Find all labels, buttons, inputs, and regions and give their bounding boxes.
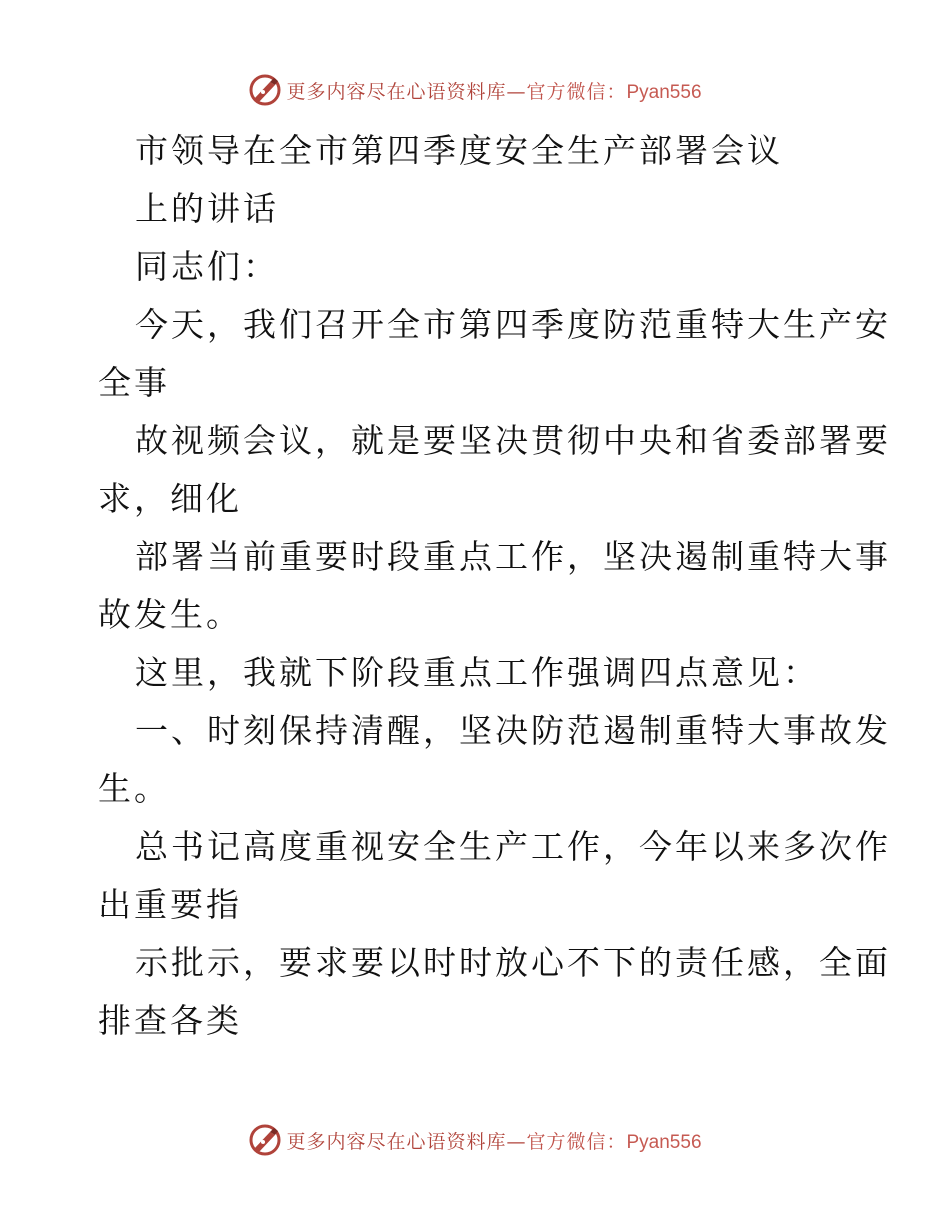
paragraph-line: 全事 <box>98 363 170 402</box>
paragraph-line: 故发生。 <box>98 595 242 634</box>
title-line: 市领导在全市第四季度安全生产部署会议 <box>135 131 783 170</box>
paragraph-line: 示批示，要求要以时时放心不下的责任感，全面 <box>135 943 891 982</box>
paragraph-line: 出重要指 <box>98 885 242 924</box>
paragraph-line: 这里，我就下阶段重点工作强调四点意见： <box>135 653 819 692</box>
pen-logo-icon <box>248 73 282 107</box>
speech-body <box>98 122 891 1050</box>
header-watermark <box>0 70 950 110</box>
paragraph-line: 故视频会议，就是要坚决贯彻中央和省委部署要 <box>135 421 891 460</box>
footer-watermark <box>0 1120 950 1160</box>
watermark-text: 更多内容尽在心语资料库—官方微信：Pyan556 <box>286 1130 702 1153</box>
paragraph-line: 排查各类 <box>98 1001 242 1040</box>
title-line: 上的讲话 <box>135 189 279 228</box>
section-heading: 生。 <box>98 769 170 808</box>
salutation: 同志们： <box>135 247 279 286</box>
watermark-text: 更多内容尽在心语资料库—官方微信：Pyan556 <box>286 80 702 103</box>
section-heading: 一、时刻保持清醒，坚决防范遏制重特大事故发 <box>135 711 891 750</box>
paragraph-line: 部署当前重要时段重点工作，坚决遏制重特大事 <box>135 537 891 576</box>
pen-logo-icon <box>248 1123 282 1157</box>
paragraph-line: 今天，我们召开全市第四季度防范重特大生产安 <box>135 305 891 344</box>
paragraph-line: 总书记高度重视安全生产工作，今年以来多次作 <box>135 827 891 866</box>
paragraph-line: 求，细化 <box>98 479 242 518</box>
